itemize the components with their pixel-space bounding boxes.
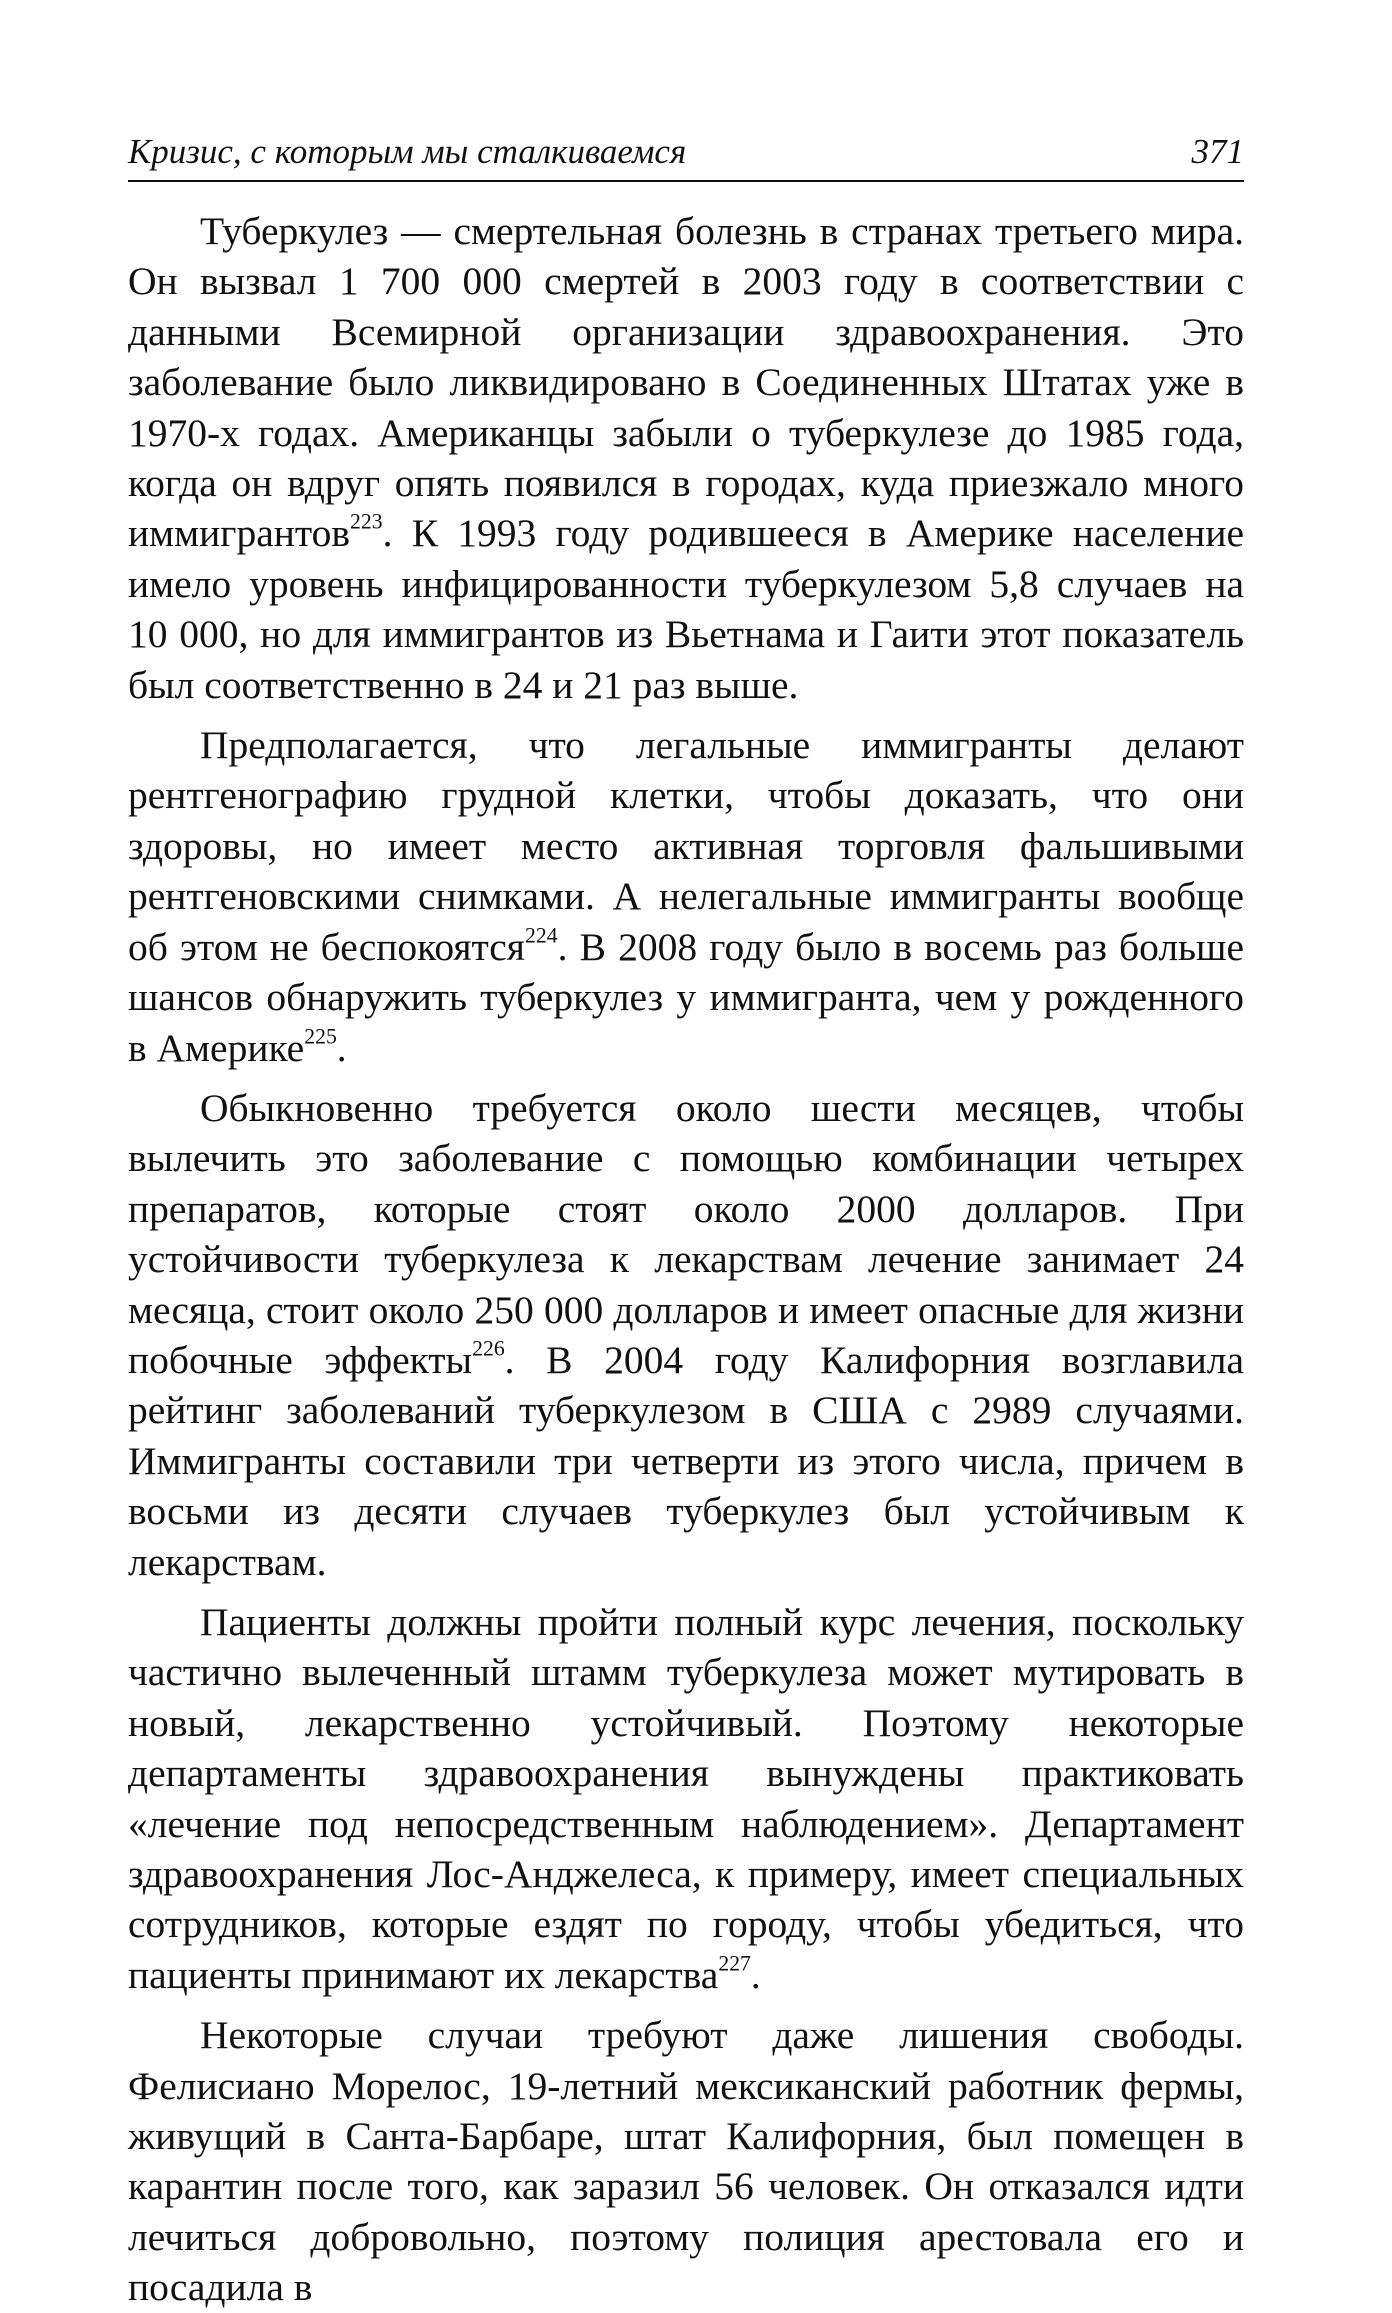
paragraph [128, 1083, 1244, 1587]
paragraph [128, 2010, 1244, 2312]
text-run: Пациенты должны пройти полный курс лечения, поскольку частично вылеченный штамм туберкулеза может мутировать в новый, лекарственно устойчивый. Поэтому некоторые департаменты здравоохранения вынуждены практиковать «лечение под непосредственным наблюдением». Департамент здравоохранения Лос-Анджелеса, к примеру, имеет специальных сотрудников, которые ездят по городу, чтобы убедиться, что пациенты принимают их лекарства [128, 1599, 1244, 1997]
book-page [128, 132, 1244, 2313]
text-run: . [750, 1952, 761, 1997]
text-run: . В 2008 году было в восемь раз больше шансов обнаружить туберкулез у иммигранта, чем у рожденного в Америке [128, 924, 1245, 1070]
footnote-ref: 225 [304, 1024, 337, 1049]
footnote-ref: 223 [350, 510, 383, 535]
text-run: Обыкновенно требуется около шести месяцев, чтобы вылечить это заболевание с помощью комбинации четырех препаратов, которые стоят около 2000 долларов. При устойчивости туберкулеза к лекарствам лечение занимает 24 месяца, стоит около 250 000 долларов и имеет опасные для жизни побочные эффекты [128, 1085, 1244, 1382]
text-run: Туберкулез — смертельная болезнь в странах третьего мира. Он вызвал 1 700 000 смертей в 2003 году в соответствии с данными Всемирной организации здравоохранения. Это заболевание было ликвидировано в Соединенных Штатах уже в 1970-х годах. Американцы забыли о туберкулезе до 1985 года, когда он вдруг опять появился в городах, куда приезжало много иммигрантов [128, 209, 1244, 556]
text-run: Некоторые случаи требуют даже лишения свободы. Фелисиано Морелос, 19-летний мексиканский работник фермы, живущий в Санта-Барбаре, штат Калифорния, был помещен в карантин после того, как заразил 56 человек. Он отказался идти лечиться добровольно, поэтому полиция арестовала его и посадила в [128, 2013, 1244, 2310]
text-run: . [336, 1025, 347, 1070]
paragraph [128, 1597, 1244, 2000]
text-run: . В 2004 году Калифорния возглавила рейтинг заболеваний туберкулезом в США с 2989 случаями. Иммигранты составили три четверти из этого числа, причем в восьми из десяти случаев туберкулез был устойчивым к лекарствам. [128, 1337, 1244, 1584]
text-run: Предполагается, что легальные иммигранты делают рентгенографию грудной клетки, чтобы доказать, что они здоровы, но имеет место активная торговля фальшивыми рентгеновскими снимками. А нелегальные иммигранты вообще об этом не беспокоятся [128, 723, 1244, 969]
running-head [128, 132, 1244, 182]
paragraph [128, 720, 1244, 1073]
footnote-ref: 227 [718, 1951, 751, 1976]
body-text [128, 206, 1244, 2313]
text-run: . К 1993 году родившееся в Америке население имело уровень инфицированности туберкулезом 5,8 случаев на 10 000, но для иммигрантов из Вьетнама и Гаити этот показатель был соответственно в 24 и 21 раз выше. [128, 511, 1244, 707]
paragraph [128, 206, 1244, 710]
footnote-ref: 226 [472, 1336, 505, 1361]
footnote-ref: 224 [524, 923, 558, 948]
page-number: 371 [1191, 132, 1244, 171]
running-title: Кризис, с которым мы сталкиваемся [128, 132, 687, 171]
